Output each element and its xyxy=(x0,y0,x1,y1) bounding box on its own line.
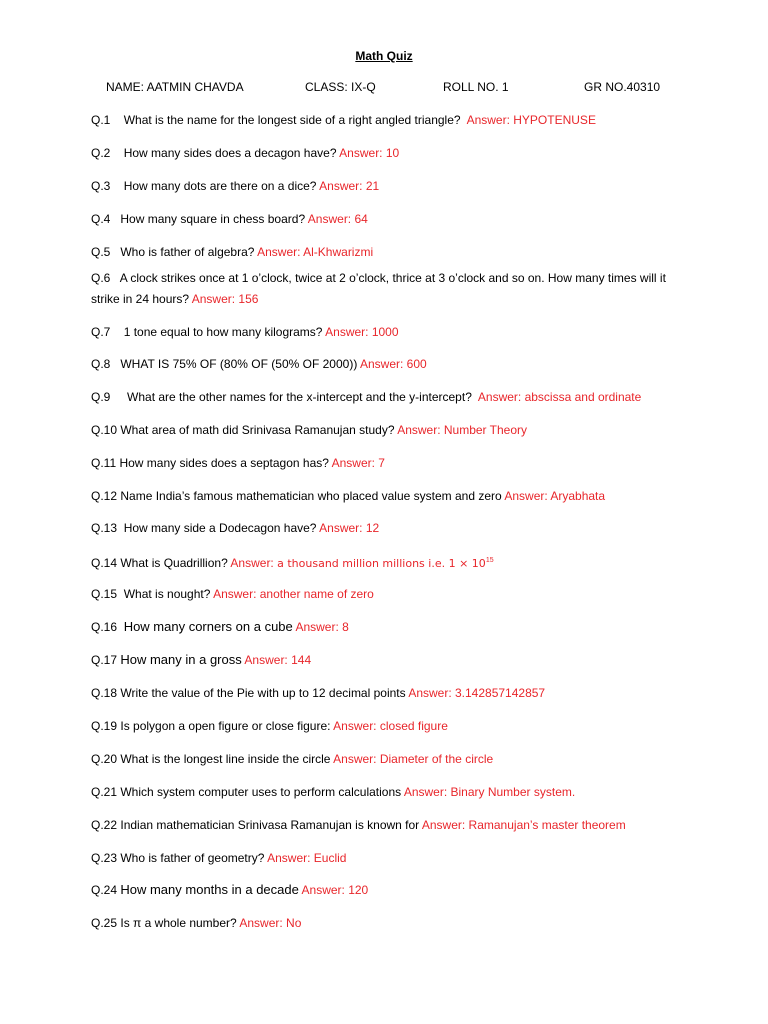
question-text: What are the other names for the x-intercept and the y-intercept? xyxy=(127,390,472,404)
question-number: Q.17 xyxy=(91,653,118,667)
question-text: Who is father of geometry? xyxy=(120,851,265,865)
question-number: Q.10 xyxy=(91,423,118,437)
question-number: Q.24 xyxy=(91,883,118,897)
question-17 xyxy=(91,650,691,670)
question-answer: Answer: 64 xyxy=(307,212,368,226)
question-number: Q.14 xyxy=(91,556,118,570)
question-number: Q.22 xyxy=(91,818,118,832)
question-answer: Answer: Binary Number system. xyxy=(403,785,576,799)
question-text: Is π a whole number? xyxy=(120,916,237,930)
student-class: CLASS: IX-Q xyxy=(305,80,376,94)
page-title: Math Quiz xyxy=(355,49,413,63)
question-answer: Answer: 21 xyxy=(319,179,380,193)
question-number: Q.12 xyxy=(91,489,118,503)
question-8 xyxy=(91,354,691,374)
question-answer: Answer: 120 xyxy=(301,883,369,897)
question-text: Name India’s famous mathematician who placed value system and zero xyxy=(120,489,502,503)
question-text: Is polygon a open figure or close figure: xyxy=(120,719,331,733)
question-text: How many in a gross xyxy=(120,652,242,667)
student-name: NAME: AATMIN CHAVDA xyxy=(106,80,244,94)
question-text: How many square in chess board? xyxy=(120,212,306,226)
question-14 xyxy=(91,551,691,574)
question-number: Q.4 xyxy=(91,212,111,226)
question-2 xyxy=(91,143,691,163)
question-number: Q.9 xyxy=(91,390,111,404)
question-number: Q.25 xyxy=(91,916,118,930)
question-text: Which system computer uses to perform calculations xyxy=(120,785,402,799)
question-9 xyxy=(91,387,691,407)
question-number: Q.7 xyxy=(91,325,111,339)
question-text: What is the name for the longest side of a right angled triangle? xyxy=(123,113,461,127)
question-answer: Answer: xyxy=(230,556,274,570)
question-answer: Answer: 7 xyxy=(331,456,385,470)
question-number: Q.13 xyxy=(91,521,118,535)
question-6 xyxy=(91,268,691,310)
question-answer: Answer: 144 xyxy=(244,653,312,667)
question-22 xyxy=(91,815,691,835)
question-answer: Answer: 12 xyxy=(319,521,380,535)
question-number: Q.18 xyxy=(91,686,118,700)
gr-number: GR NO.40310 xyxy=(584,80,661,94)
question-18 xyxy=(91,683,691,703)
question-24 xyxy=(91,880,691,900)
question-text: Who is father of algebra? xyxy=(120,245,255,259)
question-15 xyxy=(91,584,691,604)
question-answer: Answer: another name of zero xyxy=(213,587,374,601)
question-3 xyxy=(91,176,691,196)
question-answer: Answer: 1000 xyxy=(325,325,399,339)
question-text: A clock strikes once at 1 o’clock, twice at 2 o’clock, thrice at 3 o’clock and so on. How many times will it strike in 24 hours? xyxy=(91,271,666,306)
question-number: Q.6 xyxy=(91,271,111,285)
question-text: How many sides does a decagon have? xyxy=(123,146,337,160)
question-number: Q.11 xyxy=(91,456,117,470)
roll-number: ROLL NO. 1 xyxy=(443,80,509,94)
question-text: Indian mathematician Srinivasa Ramanujan is known for xyxy=(120,818,420,832)
question-23 xyxy=(91,848,691,868)
question-number: Q.3 xyxy=(91,179,111,193)
question-number: Q.21 xyxy=(91,785,118,799)
question-13 xyxy=(91,518,691,538)
question-answer: Answer: Number Theory xyxy=(397,423,528,437)
question-answer: Answer: Aryabhata xyxy=(504,489,606,503)
question-number: Q.1 xyxy=(91,113,111,127)
question-text: WHAT IS 75% OF (80% OF (50% OF 2000)) xyxy=(120,357,358,371)
question-answer: Answer: 10 xyxy=(339,146,400,160)
question-number: Q.15 xyxy=(91,587,118,601)
question-11 xyxy=(91,453,691,473)
question-5 xyxy=(91,242,691,262)
question-answer: Answer: 156 xyxy=(191,292,259,306)
question-19 xyxy=(91,716,691,736)
question-answer: Answer: No xyxy=(239,916,302,930)
question-25 xyxy=(91,913,691,933)
question-16 xyxy=(91,617,691,637)
question-text: What is the longest line inside the circle xyxy=(120,752,331,766)
question-answer: Answer: Euclid xyxy=(267,851,347,865)
question-20 xyxy=(91,749,691,769)
question-number: Q.20 xyxy=(91,752,118,766)
question-text: 1 tone equal to how many kilograms? xyxy=(123,325,323,339)
question-answer: Answer: closed figure xyxy=(333,719,448,733)
question-answer: Answer: HYPOTENUSE xyxy=(466,113,596,127)
question-21 xyxy=(91,782,691,802)
question-answer: Answer: abscissa and ordinate xyxy=(477,390,642,404)
question-text: How many corners on a cube xyxy=(123,619,293,634)
question-number: Q.5 xyxy=(91,245,111,259)
question-answer: Answer: 8 xyxy=(295,620,349,634)
question-text: What is Quadrillion? xyxy=(120,556,228,570)
question-answer: Answer: 3.142857142857 xyxy=(408,686,546,700)
question-10 xyxy=(91,420,691,440)
question-number: Q.23 xyxy=(91,851,118,865)
question-text: How many dots are there on a dice? xyxy=(123,179,317,193)
student-header xyxy=(0,80,768,96)
question-number: Q.16 xyxy=(91,620,118,634)
question-text: What is nought? xyxy=(123,587,211,601)
question-answer: Answer: Ramanujan’s master theorem xyxy=(421,818,626,832)
question-number: Q.2 xyxy=(91,146,111,160)
question-answer: Answer: Al-Khwarizmi xyxy=(257,245,374,259)
question-text: What area of math did Srinivasa Ramanujan study? xyxy=(120,423,395,437)
question-number: Q.19 xyxy=(91,719,118,733)
question-text: How many months in a decade xyxy=(120,882,299,897)
quadrillion-answer-detail: a thousand million millions i.e. 1 × 10 xyxy=(277,557,486,570)
question-text: How many side a Dodecagon have? xyxy=(123,521,317,535)
question-text: How many sides does a septagon has? xyxy=(119,456,329,470)
question-text: Write the value of the Pie with up to 12 decimal points xyxy=(120,686,406,700)
question-number: Q.8 xyxy=(91,357,111,371)
question-1 xyxy=(91,110,691,130)
question-7 xyxy=(91,322,691,342)
question-answer: Answer: Diameter of the circle xyxy=(333,752,494,766)
question-4 xyxy=(91,209,691,229)
question-answer: Answer: 600 xyxy=(359,357,427,371)
question-12 xyxy=(91,486,691,506)
exponent: 15 xyxy=(485,557,494,564)
